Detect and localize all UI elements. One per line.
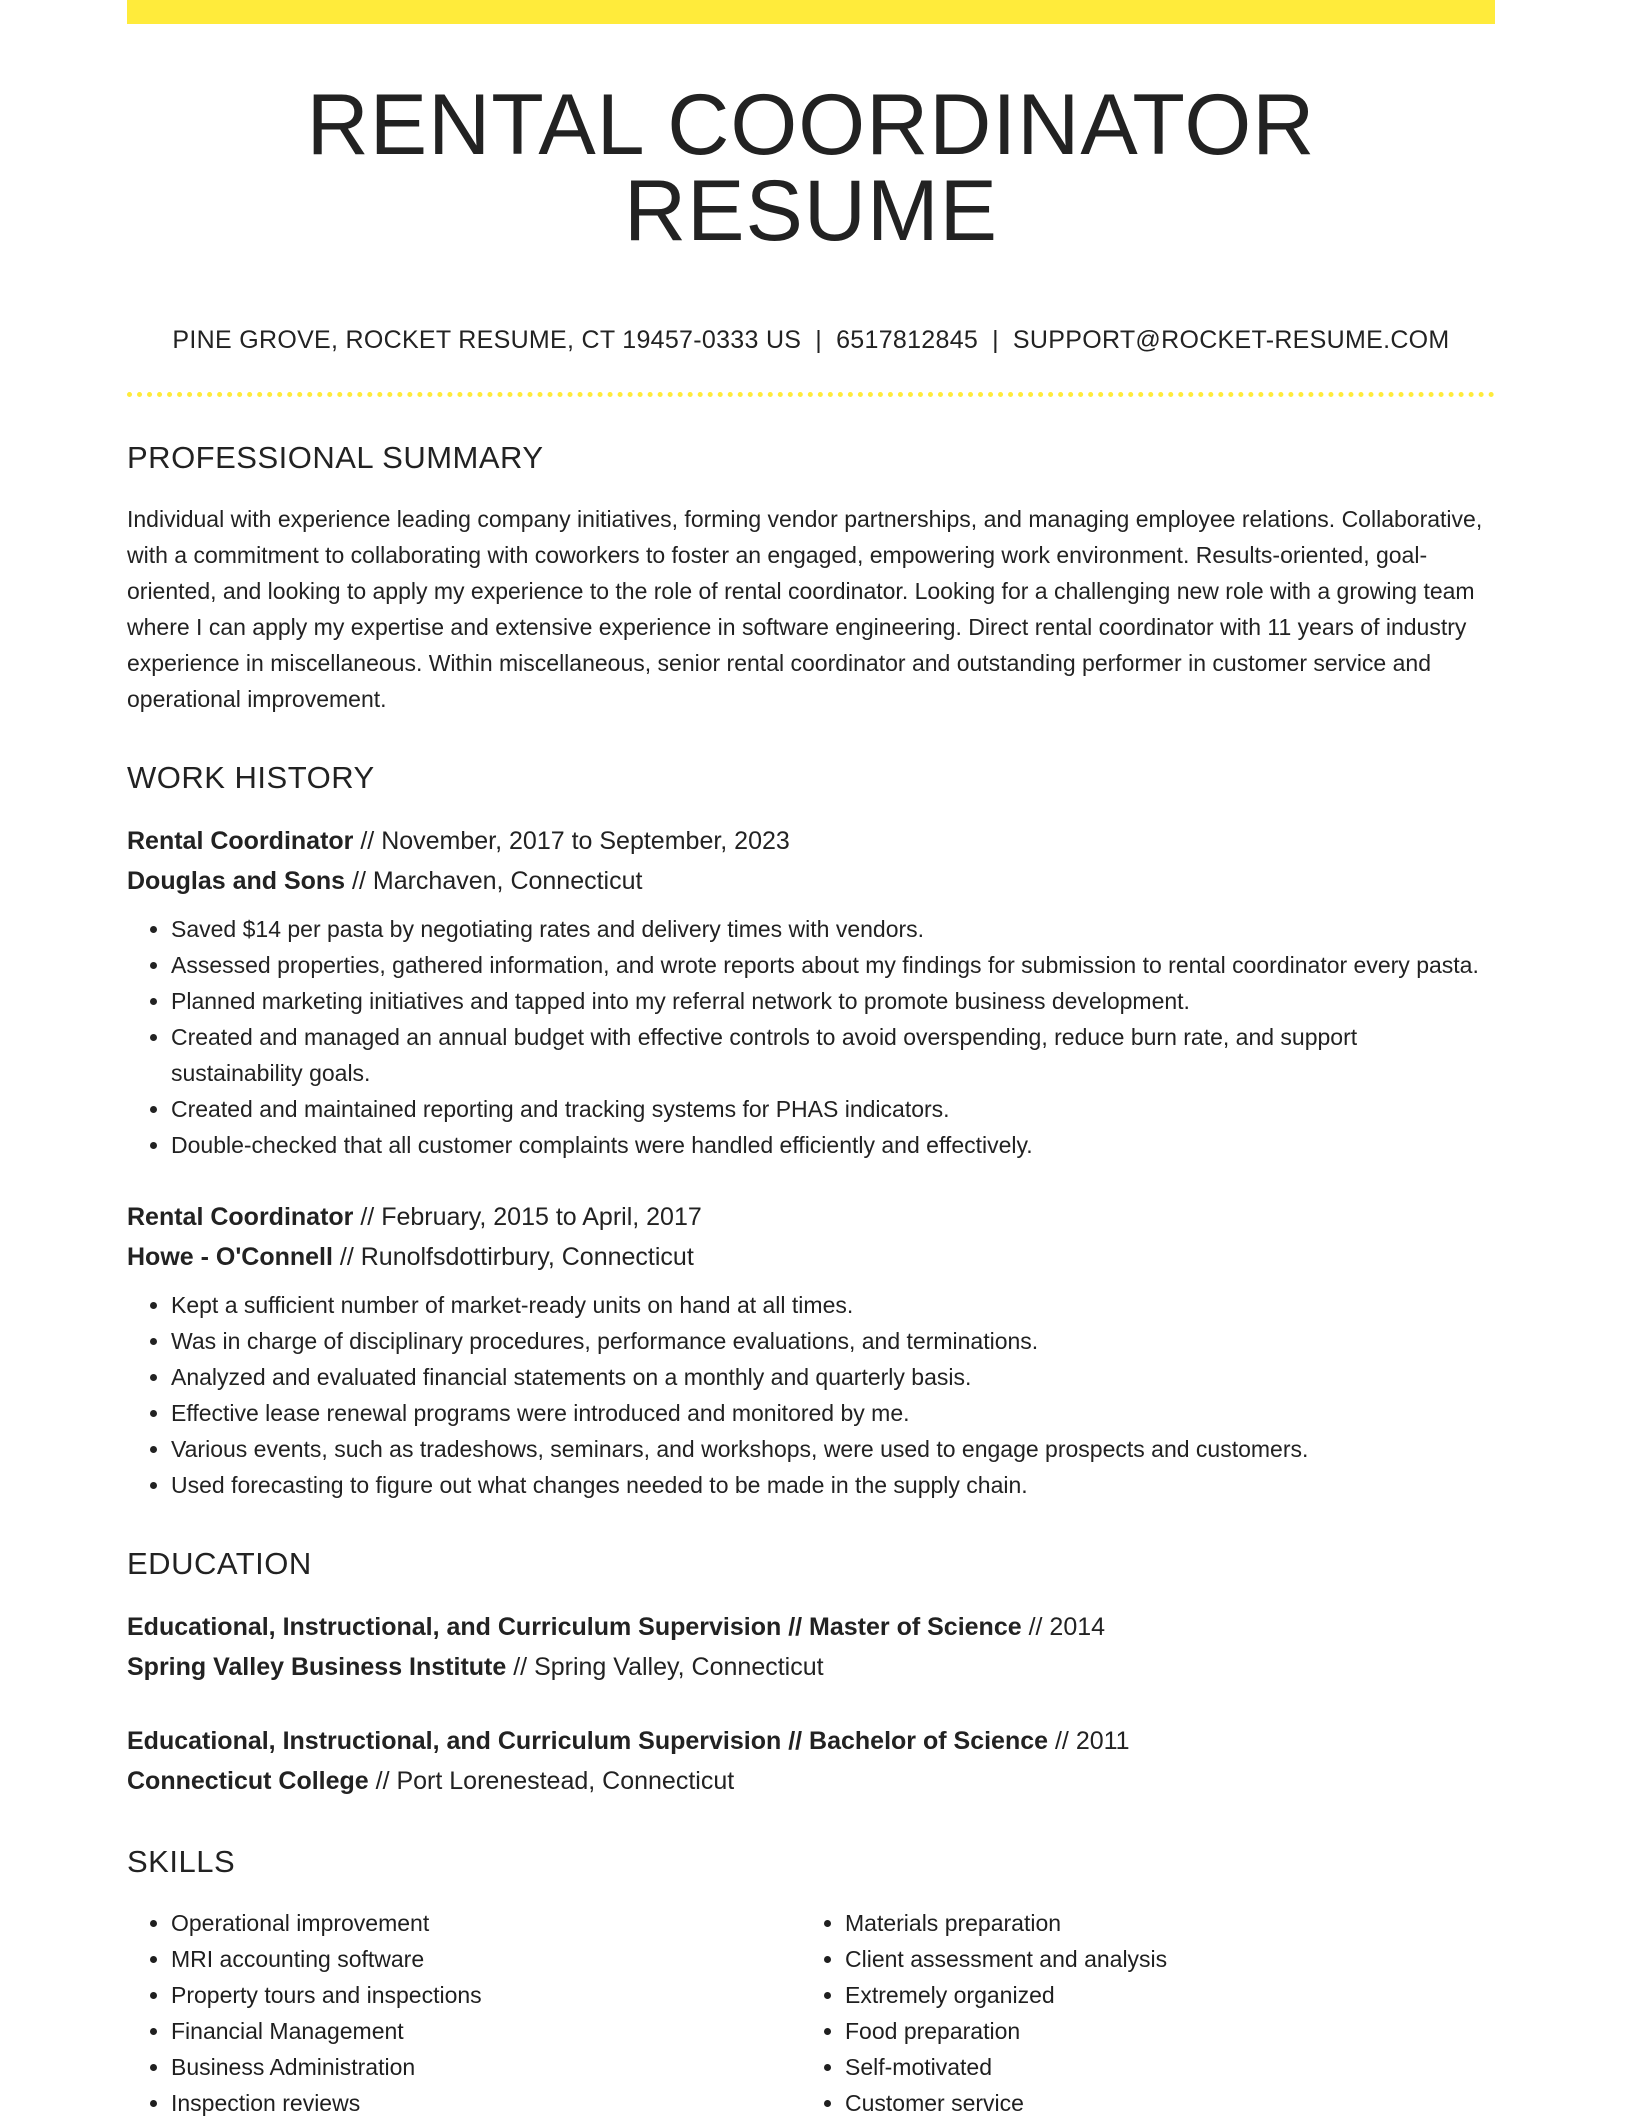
job-company: Douglas and Sons <box>127 867 346 896</box>
list-item: • Materials preparation <box>845 1905 1475 1941</box>
job-location: // Marchaven, Connecticut <box>345 867 643 896</box>
skills-heading: SKILLS <box>127 1844 236 1880</box>
education-location: // Spring Valley, Connecticut <box>506 1653 824 1682</box>
list-item: • Operational improvement <box>171 1905 801 1941</box>
job-title-line <box>127 1197 1495 1237</box>
list-item: • MRI accounting software <box>171 1941 801 1977</box>
education-school: Spring Valley Business Institute <box>127 1653 507 1682</box>
contact-address: PINE GROVE, ROCKET RESUME, CT 19457-0333 US <box>172 326 802 354</box>
job-bullets <box>127 1287 1495 1503</box>
top-accent-bar <box>127 0 1495 24</box>
education-year: // 2014 <box>1021 1613 1106 1642</box>
job-location: // Runolfsdottirbury, Connecticut <box>332 1243 694 1272</box>
list-item: • Saved $14 per pasta by negotiating rates and delivery times with vendors. <box>171 911 1495 947</box>
list-item: • Business Administration <box>171 2049 801 2085</box>
job-company: Howe - O'Connell <box>127 1243 333 1272</box>
page-title: RENTAL COORDINATOR RESUME <box>306 77 1316 259</box>
list-item: • Financial Management <box>171 2013 801 2049</box>
list-item: • Created and maintained reporting and tracking systems for PHAS indicators. <box>171 1091 1495 1127</box>
education-degree: Educational, Instructional, and Curriculum Supervision // Bachelor of Science <box>127 1727 1049 1756</box>
education-school-line <box>127 1761 1495 1801</box>
education-degree: Educational, Instructional, and Curriculum Supervision // Master of Science <box>127 1613 1022 1642</box>
list-item: • Customer service <box>845 2085 1475 2121</box>
list-item: • Client assessment and analysis <box>845 1941 1475 1977</box>
list-item: • Effective lease renewal programs were introduced and monitored by me. <box>171 1395 1495 1431</box>
summary-heading: PROFESSIONAL SUMMARY <box>127 440 544 475</box>
work-history-heading: WORK HISTORY <box>127 760 375 796</box>
job-dates: // February, 2015 to April, 2017 <box>353 1203 702 1232</box>
education-entry <box>127 1721 1495 1801</box>
resume-page <box>127 0 1495 2121</box>
job-company-line <box>127 861 1495 901</box>
job-dates: // November, 2017 to September, 2023 <box>353 827 790 856</box>
contact-email: SUPPORT@ROCKET-RESUME.COM <box>1012 326 1450 354</box>
list-item: • Was in charge of disciplinary procedures, performance evaluations, and terminations. <box>171 1323 1495 1359</box>
list-item: • Inspection reviews <box>171 2085 801 2121</box>
job-entry <box>127 1197 1495 1503</box>
education-school: Connecticut College <box>127 1767 369 1796</box>
list-item: • Analyzed and evaluated financial statements on a monthly and quarterly basis. <box>171 1359 1495 1395</box>
contact-separator: | <box>815 326 823 354</box>
list-item: • Assessed properties, gathered information, and wrote reports about my findings for submission to rental coordinator every pasta. <box>171 947 1495 983</box>
list-item: • Double-checked that all customer complaints were handled efficiently and effectively. <box>171 1127 1495 1163</box>
list-item: • Various events, such as tradeshows, seminars, and workshops, were used to engage prospects and customers. <box>171 1431 1495 1467</box>
job-title: Rental Coordinator <box>127 1203 354 1232</box>
job-title: Rental Coordinator <box>127 827 354 856</box>
list-item: • Extremely organized <box>845 1977 1475 2013</box>
list-item: • Food preparation <box>845 2013 1475 2049</box>
education-entry <box>127 1607 1495 1687</box>
education-degree-line <box>127 1721 1495 1761</box>
education-location: // Port Lorenestead, Connecticut <box>368 1767 735 1796</box>
job-entry <box>127 821 1495 1163</box>
list-item: • Self-motivated <box>845 2049 1475 2085</box>
job-company-line <box>127 1237 1495 1277</box>
skills-column-left <box>127 1905 801 2121</box>
skills-list <box>127 1905 1495 2121</box>
job-bullets <box>127 911 1495 1163</box>
header-divider <box>127 392 1495 397</box>
contact-separator: | <box>992 326 999 354</box>
list-item: • Planned marketing initiatives and tapped into my referral network to promote business development. <box>171 983 1495 1019</box>
list-item: • Used forecasting to figure out what changes needed to be made in the supply chain. <box>171 1467 1495 1503</box>
job-title-line <box>127 821 1495 861</box>
skills-column-right <box>801 1905 1475 2121</box>
list-item: • Kept a sufficient number of market-ready units on hand at all times. <box>171 1287 1495 1323</box>
list-item: • Created and managed an annual budget with effective controls to avoid overspending, reduce burn rate, and support sustainability goals. <box>171 1019 1495 1091</box>
education-heading: EDUCATION <box>127 1546 312 1582</box>
list-item: • Property tours and inspections <box>171 1977 801 2013</box>
education-degree-line <box>127 1607 1495 1647</box>
contact-phone: 6517812845 <box>836 326 979 354</box>
education-year: // 2011 <box>1048 1727 1130 1756</box>
summary-text: Individual with experience leading company initiatives, forming vendor partnerships, and managing employee relations. Collaborative, with a commitment to collaborating with coworkers to foster an engaged, empowering work environment. Results-oriented, goal-oriented, and looking to apply my experience to the role of rental coordinator. Looking for a challenging new role with a growing team where I can apply my expertise and extensive experience in software engineering. Direct rental coordinator with 11 years of industry experience in miscellaneous. Within miscellaneous, senior rental coordinator and outstanding performer in customer service and operational improvement. <box>127 506 1483 713</box>
contact-line <box>127 326 1495 355</box>
education-school-line <box>127 1647 1495 1687</box>
